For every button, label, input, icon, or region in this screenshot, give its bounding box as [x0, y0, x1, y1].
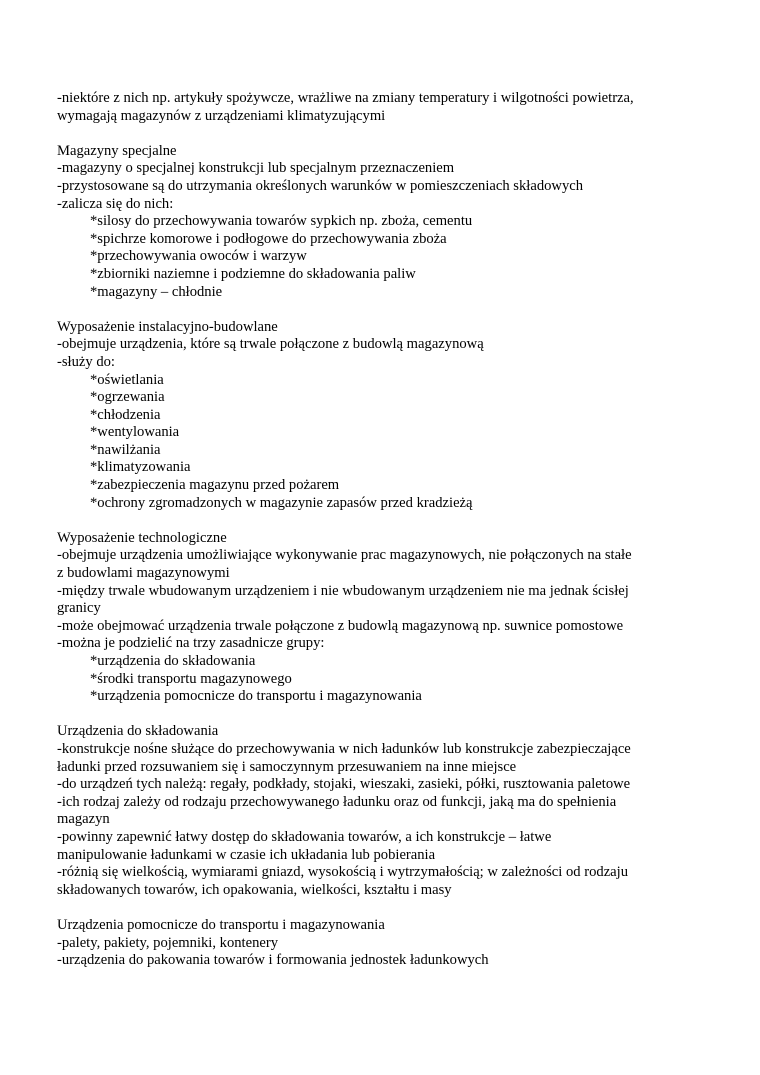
- section-heading-wyposazenie-instalacyjno-budowlane: Wyposażenie instalacyjno-budowlane: [57, 318, 278, 335]
- text-line: -urządzenia do pakowania towarów i formowania jednostek ładunkowych: [57, 952, 489, 969]
- bullet-item: *chłodzenia: [90, 406, 161, 423]
- bullet-item: *ochrony zgromadzonych w magazynie zapasów przed kradzieżą: [90, 494, 473, 511]
- blank-line: [57, 899, 717, 917]
- bullet-item: *przechowywania owoców i warzyw: [90, 248, 307, 265]
- bullet-item: *środki transportu magazynowego: [90, 670, 292, 687]
- text-line: -ich rodzaj zależy od rodzaju przechowywanego ładunku oraz od funkcji, jaką ma do spełnienia: [57, 793, 617, 810]
- text-line: -konstrukcje nośne służące do przechowywania w nich ładunków lub konstrukcje zabezpieczające: [57, 740, 631, 757]
- bullet-item: *spichrze komorowe i podłogowe do przechowywania zboża: [90, 230, 447, 247]
- text-line: -do urządzeń tych należą: regały, podkłady, stojaki, wieszaki, zasieki, półki, rusztowania paletowe: [57, 776, 631, 793]
- text-line: -obejmuje urządzenia umożliwiające wykonywanie prac magazynowych, nie połączonych na stałe: [57, 547, 632, 564]
- bullet-item: *zbiorniki naziemne i podziemne do składowania paliw: [90, 265, 416, 282]
- text-line: -palety, pakiety, pojemniki, kontenery: [57, 934, 279, 951]
- bullet-item: *ogrzewania: [90, 389, 165, 406]
- blank-line: [57, 706, 717, 724]
- text-line: -niektóre z nich np. artykuły spożywcze, wrażliwe na zmiany temperatury i wilgotności powietrza,: [57, 90, 634, 106]
- text-line: manipulowanie ładunkami w czasie ich układania lub pobierania: [57, 846, 436, 863]
- blank-line: [57, 301, 717, 319]
- bullet-item: *wentylowania: [90, 424, 180, 441]
- text-line: -przystosowane są do utrzymania określonych warunków w pomieszczeniach składowych: [57, 177, 584, 194]
- blank-line: [57, 512, 717, 530]
- text-line: -może obejmować urządzenia trwale połączone z budowlą magazynową np. suwnice pomostowe: [57, 617, 624, 634]
- text-line: -zalicza się do nich:: [57, 195, 174, 212]
- text-line: -służy do:: [57, 353, 115, 370]
- bullet-item: *urządzenia do składowania: [90, 653, 256, 669]
- bullet-item: *klimatyzowania: [90, 459, 191, 476]
- blank-line: [57, 125, 717, 143]
- bullet-item: *nawilżania: [90, 441, 161, 458]
- text-line: -różnią się wielkością, wymiarami gniazd, wysokością i wytrzymałością; w zależności od rodzaju: [57, 864, 628, 881]
- text-line: -magazyny o specjalnej konstrukcji lub specjalnym przeznaczeniem: [57, 160, 455, 177]
- section-heading-urzadzenia-do-skladowania: Urządzenia do składowania: [57, 723, 219, 740]
- section-heading-wyposazenie-technologiczne: Wyposażenie technologiczne: [57, 529, 227, 546]
- section-heading-urzadzenia-pomocnicze: Urządzenia pomocnicze do transportu i magazynowania: [57, 916, 385, 933]
- section-heading-magazyny-specjalne: Magazyny specjalne: [57, 142, 177, 159]
- text-line: ładunki przed rozsuwaniem się i samoczynnym przesuwaniem na inne miejsce: [57, 758, 517, 775]
- text-line: -między trwale wbudowanym urządzeniem i nie wbudowanym urządzeniem nie ma jednak ścisłej: [57, 582, 629, 599]
- text-line: granicy: [57, 600, 101, 617]
- bullet-item: *magazyny – chłodnie: [90, 283, 223, 300]
- bullet-item: *zabezpieczenia magazynu przed pożarem: [90, 477, 340, 494]
- document-page: [57, 90, 717, 970]
- text-line: -powinny zapewnić łatwy dostęp do składowania towarów, a ich konstrukcje – łatwe: [57, 828, 552, 845]
- text-line: wymagają magazynów z urządzeniami klimatyzującymi: [57, 107, 386, 124]
- text-line: składowanych towarów, ich opakowania, wielkości, kształtu i masy: [57, 881, 452, 898]
- bullet-item: *oświetlania: [90, 371, 164, 388]
- bullet-item: *urządzenia pomocnicze do transportu i magazynowania: [90, 688, 422, 705]
- text-line: -można je podzielić na trzy zasadnicze grupy:: [57, 635, 325, 652]
- text-line: z budowlami magazynowymi: [57, 565, 230, 582]
- text-line: magazyn: [57, 811, 110, 828]
- text-line: -obejmuje urządzenia, które są trwale połączone z budowlą magazynową: [57, 336, 484, 353]
- bullet-item: *silosy do przechowywania towarów sypkich np. zboża, cementu: [90, 213, 473, 230]
